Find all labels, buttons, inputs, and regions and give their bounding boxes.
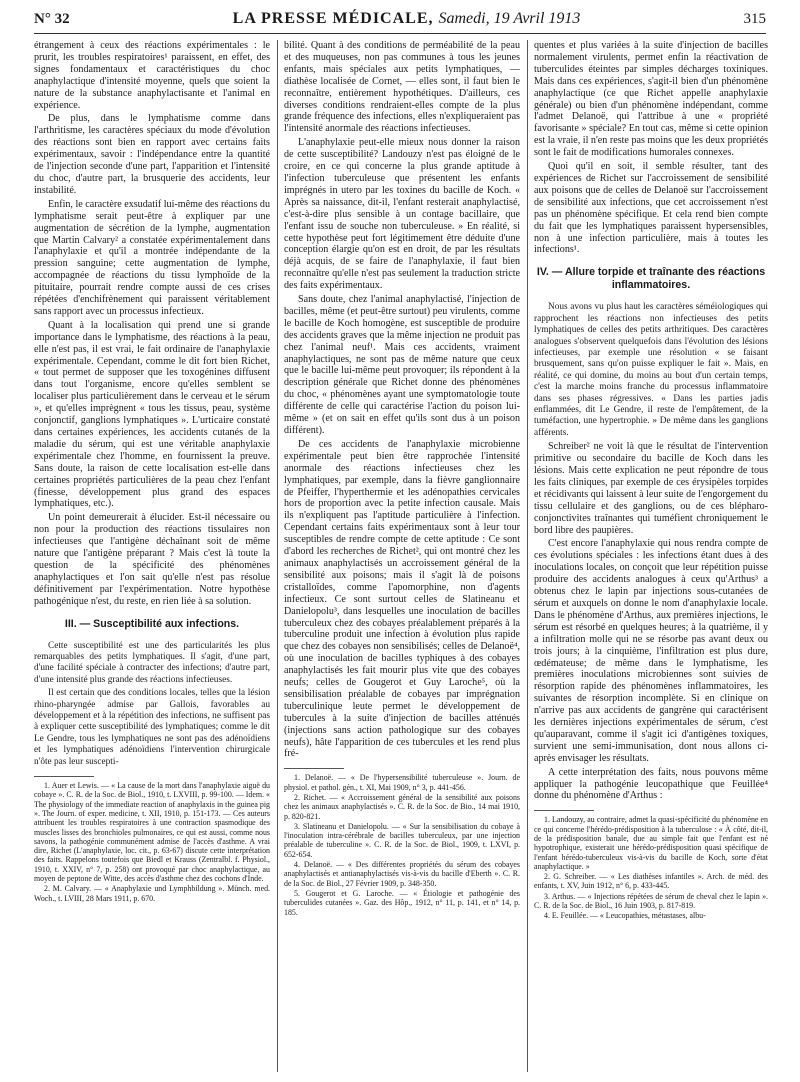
footnote: 2. G. Schreiber. — « Les diathèses infantiles ». Arch. de méd. des enfants, t. XV, Juin 1912, n° 6, p. 433-445. (534, 872, 768, 891)
footnote: 1. Delanoë. — « De l'hypersensibilité tuberculeuse ». Journ. de physiol. et pathol. gén., t. XI, Mai 1909, n° 3, p. 441-456. (284, 773, 520, 792)
journal-name: LA PRESSE MÉDICALE, (232, 10, 434, 27)
paragraph: De plus, dans le lymphatisme comme dans l'arthritisme, les caractères spéciaux du mode d'évolution des réactions sont bien en rapport avec certains faits expérimentaux, savoir : l'indépendance entre la quantité de l'injection seconde d'une part, l'apparition et l'intensité du choc, d'autre part, la brusquerie des accidents, leur instabilité. (34, 113, 270, 196)
paragraph: L'anaphylaxie peut-elle mieux nous donner la raison de cette susceptibilité? Landouzy n'est pas éloigné de le croire, en ce qui concerne la plus grande aptitude à l'infection tuberculeuse que présentent les enfants imprégnés in utero par les toxines du bacille de Koch. « Après sa naissance, dit-il, l'enfant resterait anaphylactisé, c'est-à-dire plus sensible à un contage bacillaire, que l'enfant issu de souche non tuberculeuse. » En réalité, si cette hypothèse peut fort légitimement être déduite d'une conception élargie qu'on est en droit, de par les résultats déjà acquis, de se faire de l'anaphylaxie, il faut bien reconnaître qu'elle n'est pas seulement la traduction stricte des faits expérimentaux. (284, 137, 520, 292)
paragraph: De ces accidents de l'anaphylaxie microbienne expérimentale peut bien être rapprochée l'intensité anormale des réactions infectieuses chez les lymphatiques, par exemple, dans la fièvre ganglionnaire de Pfeiffer, l'hyperthermie et les adénopathies cervicales hors de proportion avec la petite infection causale. Mais ils n'expliquent pas l'aptitude particulière à l'infection. Cependant certains faits expérimentaux sont à leur tour susceptibles de rendre compte de cette aptitude : Ce sont d'abord les recherches de Richet², qui ont montré chez les animaux anaphylactisés un accroissement général de la sensibilité aux poisons; mais il s'agit là de poisons cristalloïdes, comme l'apomorphine, non d'agents infectieux. Ce sont surtout celles de Slatineanu et Danielopolu³, dans lesquelles une inoculation de bacilles tuberculeux chez des cobayes préalablement préparés à la tuberculine produit une infection à évolution plus rapide que chez des cobayes non sensibilisés; celles de Delanoë⁴, où une inoculation de bacilles typhiques à des cobayes anaphylactisés les fait mourir plus vite que des cobayes neufs; celles de Gougerot et Guy Laroche⁵, où la sensibilisation préalable de cobayes par imprégnation tuberculinique leute permet le développement de tubercules à la suite d'injection de bacilles atténués (injections sans action pathologique sur des cobayes neufs), hâte l'apparition de ces tubercules et les rend plus fré- (284, 438, 520, 760)
footnote: 4. E. Feuillée. — « Leucopathies, métastases, albu- (544, 911, 706, 921)
paragraph: Quoi qu'il en soit, il semble résulter, tant des expériences de Richet sur l'accroissement de sensibilité aux poisons que de celles de Delanoë sur l'accroissement de sensibilité aux infections, que cet accroissement n'est pas un phénomène spécifique. Et cela rend bien compte du fait que les lymphatiques paraissent hypersensibles, non à une infection particulière, mais à toutes les infections¹. (534, 161, 768, 256)
footnote: 4. Delanoë. — « Des différentes propriétés du sérum des cobayes anaphylactisés et antianaphylactisés vis-à-vis du bacille d'Eberth ». C. R. de la Soc. de Biol., 27 Février 1909, p. 348-350. (284, 860, 520, 888)
paragraph: Sans doute, chez l'animal anaphylactisé, l'injection de bacilles, même (et peut-être surtout) peu virulents, comme le bacille de Koch homogène, est susceptible de produire des accidents graves que la même injection ne produit pas chez l'animal neuf¹. Mais ces accidents, vraiment anaphylactiques, ne sont pas de même nature que ceux que le bacille lui-même peut provoquer; ils répondent à la description générale que Richet donne des phénomènes du choc, « phénomènes ayant une symptomatologie toute différente de celle qui caractérise l'action du poison lui-même » (et on sait en effet qu'ils sont dus à un poison différent). (284, 294, 520, 436)
section-heading: III. — Susceptibilité aux infections. (64, 617, 240, 630)
footnote: 1. Landouzy, au contraire, admet la quasi-spécificité du phénomène en ce qui concerne l'hérédo-prédisposition à la tuberculose : « À côté, dit-il, de la prédisposition banale, due au simple fait que l'enfant est né hypotrophique, existerait une hérédo-prédisposition quasi spécifique de l'enfant hérédo-tuberculeux vis-à-vis du bacille de Koch, sorte d'état anaphylactique. » (534, 815, 768, 871)
paragraph: étrangement à ceux des réactions expérimentales : le prurit, les troubles respiratoires¹ paraissent, en effet, des signes fondamentaux et caractéristiques du choc anaphylactique d'intensité moyenne, quels que soient la nature de la substance anaphylactisante et l'animal en expérience. (34, 40, 270, 111)
footnote-rule (534, 810, 594, 811)
page-number: 315 (743, 11, 766, 27)
footnote: 3. Arthus. — « Injections répétées de sérum de cheval chez le lapin ». C. R. de la Soc. de Biol., 16 Juin 1903, p. 817-819. (534, 891, 768, 911)
paragraph: C'est encore l'anaphylaxie qui nous rendra compte de ces évolutions spéciales : les infections étant dues à des inoculations locales, on conçoit que leur répétition puisse produire des accidents analogues à ceux qu'Arthus³ a obtenus chez le lapin par injections sous-cutanées de sérum et auxquels on donne le nom d'anaphylaxie locale. Dans le phénomène d'Arthus, aux premières injections, le sérum est résorbé en quelques heures; à la quatrième, il y a infiltration molle qui ne se résorbe pas avant deux ou trois jours; à la cinquième, l'infiltration est plus dure, œdémateuse; de même dans le lymphatisme, les premières inoculations microbiennes sont suivies de résorption rapide des phénomènes inflammatoires, les suivantes de résorption incomplète. Si en clinique on n'arrive pas aux accidents de gangrène qui caractérisent les dernières injections expérimentales de sérum, c'est qu'auparavant, comme il s'agit ici d'antigènes toxiques, survient une semi-immunisation, dont nous allons ci-après envisager les résultats. (534, 538, 768, 764)
footnote: 5. Gougerot et G. Laroche. — « Étiologie et pathogénie des tuberculides cutanées ». Gaz. des Hôp., 1912, n° 11, p. 141, et n° 14, p. 185. (284, 888, 520, 917)
section-heading: IV. — Allure torpide et traînante des réactions inflammatoires. (536, 266, 766, 292)
paragraph: Un point demeurerait à élucider. Est-il nécessaire ou non pour la production des réactions tissulaires non infectieuses que l'antigène déchaînant soit de même nature que l'antigène préparant ? Mais c'est là toute la question de la spécificité des phénomènes anaphylactiques et l'on sait qu'elle n'est pas résolue définitivement par l'expérimentation. Notre hypothèse pathogénique n'est, du reste, en rien liée à sa solution. (34, 512, 270, 607)
column-2 (284, 40, 520, 1076)
page-header (34, 10, 766, 32)
column-1 (34, 40, 270, 1076)
issue-number: N° 32 (34, 11, 70, 27)
footnote-rule (34, 776, 94, 777)
footnote: 1. Auer et Lewis. — « La cause de la mort dans l'anaphylaxie aiguë du cobaye ». C. R. de la Soc. de Biol., 1910, t. LXVIII, p. 99-100. — Idem. « The physiology of the immediate reaction of anaphylaxis in the guinea pig ». The Journ. of exper. medicine, t. XII, 1910, p. 151-173. — Ces auteurs attribuent les troubles respiratoires à une contraction spasmodique des muscles lisses des bronchioles pulmonaires, ce qui est aussi, comme nous savons, la pathogénie communément admise de l'accès d'asthme. A vrai dire, Richet (L'anaphylaxie, loc. cit., p. 63-67) discute cette interprétation des faits. Rappelons toutefois que Biedl et Krauss (Zentralbl. f. Physiol., 1910, t. XXIV, n° 7, p. 258) ont provoqué par choc anaphylactique, au moyen de peptone de Witte, des accès d'asthme chez des cochons d'Inde. (34, 781, 270, 884)
footnote: 3. Slatineanu et Danielopolu. — « Sur la sensibilisation du cobaye à l'inoculation intra-cérébrale de bacilles tuberculeux, par une injection préalable de tuberculine ». C. R. de la Soc. de Biol., 1909, t. LXVI, p. 652-654. (284, 821, 520, 859)
column-divider (277, 40, 278, 1072)
paragraph: A cette interprétation des faits, nous pouvons même appliquer la pathogénie leucopathique que Feuillée⁴ donne du phénomène d'Arthus : (534, 766, 768, 802)
journal-title (233, 10, 581, 28)
paragraph: Enfin, le caractère exsudatif lui-même des réactions du lymphatisme serait peut-être à expliquer par une augmentation de sécrétion de la lymphe, augmentation que Martin Calvary² a constatée expérimentalement dans l'anaphylaxie et qu'il a montrée indépendante de la pression sanguine; cette augmentation de lymphe, accompagnée de réactions du tissu lymphoïde de la pituitaire, pourrait rendre compte aussi de ces crises répétées d'enchifrènement qui paraissent véritablement sans rapport avec un processus infectieux. (34, 198, 270, 317)
footnote: 2. M. Calvary. — « Anaphylaxie und Lymphbildung ». Münch. med. Woch., t. LVIII, 28 Mars 1911, p. 670. (34, 884, 270, 903)
paragraph: bilité. Quant à des conditions de perméabilité de la peau et des muqueuses, non pas communes à tous les jeunes enfants, mais spéciales aux petits lymphatiques, — diathèse localisée de Cornet, — elles sont, il faut bien le reconnaître, entièrement hypothétiques. D'ailleurs, ces diverses conditions rendraient-elles compte de la plus grande fréquence des infections, elles n'expliqueraient pas l'intensité anormale des réactions infectieuses. (284, 40, 520, 135)
footnote-rule (284, 768, 344, 769)
paragraph: Schreiber² ne voit là que le résultat de l'intervention primitive ou secondaire du bacille de Koch dans les lésions. Mais cette explication ne peut répondre de tous les faits cliniques, par exemple de ces érysipèles torpides et récidivants qui laissent à leur suite de l'engorgement du tissu cellulaire et des ganglions, ou de ces blépharo-conjonctivites traînantes qui tuméfient chroniquement le bord libre des paupières. (534, 441, 768, 536)
paragraph: quentes et plus variées à la suite d'injection de bacilles normalement virulents, permet enfin la réactivation de tuberculides éteintes par simples décharges toxiniques. Mais dans ces expériences, s'agit-il bien d'un phénomène anaphylactique (ce que Richet appelle anaphylaxie générale) ou bien d'un phénomène indépendant, comme l'admet Delanoë, qui l'attribue à une « propriété favorisante » spéciale? En tout cas, même si cette opinion est la vraie, il n'en reste pas moins que les deux propriétés sont le fait de modifications humorales connexes. (534, 40, 768, 159)
paragraph: Nous avons vu plus haut les caractères séméiologiques qui rapprochent les réactions non infectieuses des petits lymphatiques de celles des petits arthritiques. Des caractères analogues s'observent quelquefois dans l'évolution des lésions infectieuses, par exemple une résolution « se faisant brusquement, sans qu'on puisse expliquer le fait ». Mais, en réalité, ce qui domine, du moins au bout d'un certain temps, c'est la marche moins franche du processus inflammatoire dans ses phases régressives. « Dans les parties jadis enflammées, dit Le Gendre, il reste de l'empâtement, de la tuméfaction, une hypertrophie. » De même dans les ganglions afférents. (534, 302, 768, 438)
header-rule (34, 33, 766, 34)
column-3 (534, 40, 768, 1076)
column-divider (527, 40, 528, 1072)
paragraph: Il est certain que des conditions locales, telles que la lésion rhino-pharyngée admise par Gallois, favorables au développement et à la répétition des infections, ne suffisent pas à expliquer cette susceptibilité des lymphatiques; comme le dit Le Gendre, tous les lymphatiques ne sont pas des adénoïdiens et les lymphatiques adénoïdiens l'intervention chirurgicale n'ôte pas leur suscepti- (34, 688, 270, 767)
issue-date: Samedi, 19 Avril 1913 (438, 10, 581, 27)
paragraph: Cette susceptibilité est une des particularités les plus remarquables des petits lymphatiques. Il s'agit, d'une part, d'une facilité spéciale à contracter des infections; d'autre part, d'une intensité plus grande des réactions infectieuses. (34, 640, 270, 685)
paragraph: Quant à la localisation qui prend une si grande importance dans le lymphatisme, des réactions à la peau, elle n'est pas, il est vrai, le fait ordinaire de l'anaphylaxie expérimentale. Cependant, comme le dit fort bien Richet, « tout permet de supposer que les toxogénines diffusent dans tout l'organisme, encore qu'elles semblent se localiser plus particulièrement dans le cerveau et le sérum », et qu'elles imprègnent « tous les tissus, peau, système conjonctif, ganglions lymphatiques ». L'urticaire constaté dans certaines expériences, les accidents cutanés de la maladie du sérum, qui est une véritable anaphylaxie expérimentale chez l'homme, en fournissent la preuve. Sans doute, la raison de cette localisation est-elle dans certaines propriétés particulières de la peau chez l'enfant (finesse, développement plus grand des espaces lymphatiques, etc.). (34, 319, 270, 510)
footnote: 2. Richet. — « Accroissement général de la sensibilité aux poisons chez les animaux anaphylactisés ». C. R. de la Soc. de Bio., 14 mai 1910, p. 820-821. (284, 792, 520, 821)
